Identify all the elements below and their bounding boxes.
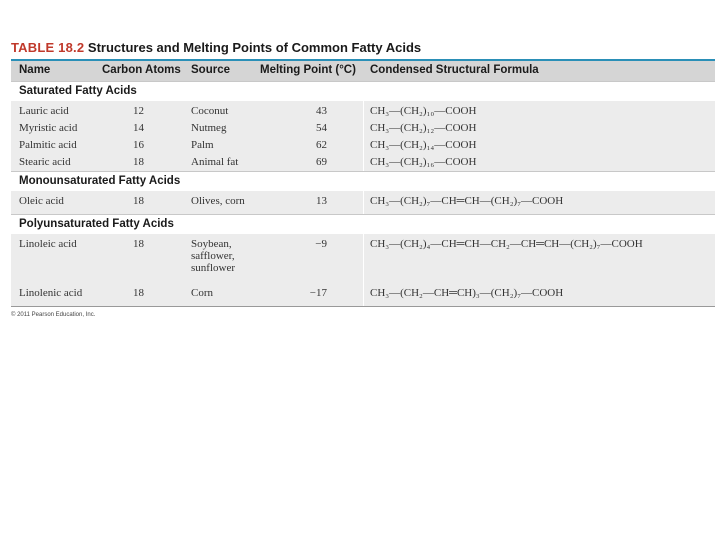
cell-carbon: 12 <box>133 105 144 117</box>
cell-melting-point: −17 <box>309 287 327 299</box>
cell-name: Linolenic acid <box>19 287 83 299</box>
cell-source: Palm <box>191 139 214 151</box>
cell-name: Palmitic acid <box>19 139 77 151</box>
cell-name: Myristic acid <box>19 122 78 134</box>
cell-formula: CH₃—(CH₂)₁₀—COOH <box>370 105 477 117</box>
cell-formula: CH₃—(CH₂)₁₄—COOH <box>370 139 477 151</box>
header-melting-point: Melting Point (°C) <box>260 64 356 76</box>
table-number: TABLE 18.2 <box>11 40 85 55</box>
cell-carbon: 18 <box>133 195 144 207</box>
cell-melting-point: −9 <box>315 238 327 250</box>
header-carbon-atoms: Carbon Atoms <box>102 64 181 76</box>
cell-melting-point: 69 <box>316 156 327 168</box>
table-caption <box>11 38 715 58</box>
column-divider <box>363 191 364 214</box>
cell-formula: CH₃—(CH₂)₁₆—COOH <box>370 156 477 168</box>
cell-melting-point: 54 <box>316 122 327 134</box>
cell-carbon: 16 <box>133 139 144 151</box>
header-formula: Condensed Structural Formula <box>370 64 539 76</box>
cell-source: Nutmeg <box>191 122 227 134</box>
cell-carbon: 18 <box>133 156 144 168</box>
column-divider <box>363 101 364 171</box>
header-name: Name <box>19 64 51 76</box>
cell-source: Coconut <box>191 105 229 117</box>
section-label: Monounsaturated Fatty Acids <box>19 175 181 187</box>
cell-source: Soybean, safflower, sunflower <box>191 238 235 274</box>
cell-source: Olives, corn <box>191 195 245 207</box>
section-saturated <box>11 81 715 101</box>
section-polyunsaturated <box>11 214 715 234</box>
cell-name: Lauric acid <box>19 105 69 117</box>
cell-formula: CH₃—(CH₂)₁₂—COOH <box>370 122 477 134</box>
cell-carbon: 18 <box>133 287 144 299</box>
cell-name: Oleic acid <box>19 195 64 207</box>
header-source: Source <box>191 64 230 76</box>
table-title: Structures and Melting Points of Common Fatty Acids <box>87 40 422 55</box>
cell-name: Stearic acid <box>19 156 71 168</box>
cell-formula: CH₃—(CH₂)₄—CH═CH—CH₂—CH═CH—(CH₂)₇—COOH <box>370 238 643 250</box>
cell-formula: CH₃—(CH₂)₇—CH═CH—(CH₂)₇—COOH <box>370 195 564 207</box>
cell-melting-point: 62 <box>316 139 327 151</box>
polyunsaturated-rows <box>11 234 715 306</box>
monounsaturated-rows <box>11 191 715 214</box>
section-monounsaturated <box>11 171 715 191</box>
column-divider <box>363 234 364 306</box>
footer-rule <box>11 306 715 307</box>
cell-carbon: 18 <box>133 238 144 250</box>
cell-formula: CH₃—(CH₂—CH═CH)₃—(CH₂)₇—COOH <box>370 287 564 299</box>
cell-source: Animal fat <box>191 156 239 168</box>
cell-melting-point: 43 <box>316 105 327 117</box>
cell-source: Corn <box>191 287 213 299</box>
section-label: Polyunsaturated Fatty Acids <box>19 218 174 230</box>
copyright-notice: © 2011 Pearson Education, Inc. <box>11 312 96 318</box>
cell-melting-point: 13 <box>316 195 327 207</box>
cell-carbon: 14 <box>133 122 144 134</box>
table-header <box>11 61 715 81</box>
section-label: Saturated Fatty Acids <box>19 85 137 97</box>
cell-name: Linoleic acid <box>19 238 77 250</box>
fatty-acids-table <box>11 38 715 318</box>
saturated-rows <box>11 101 715 171</box>
